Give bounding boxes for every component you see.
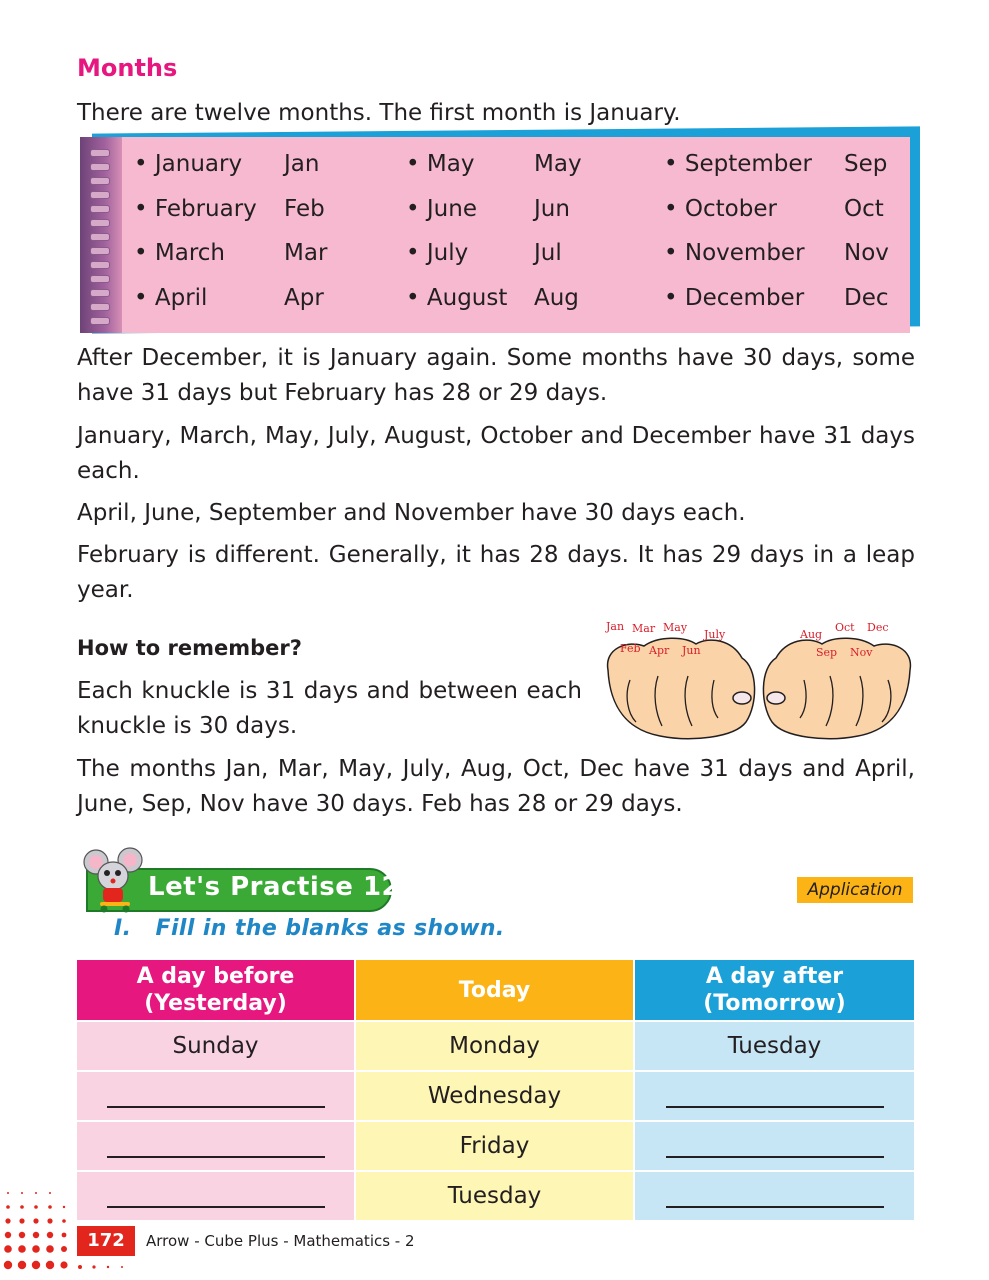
month-name: • January <box>134 151 243 177</box>
remember-heading: How to remember? <box>77 636 302 660</box>
application-tag: Application <box>797 877 913 903</box>
hand-label: Jun <box>682 644 701 657</box>
paragraph-2: January, March, May, July, August, October and December have 31 days each. <box>77 423 915 484</box>
hand-label: Aug <box>800 628 823 641</box>
month-abbr: Jan <box>284 151 320 177</box>
table-row <box>77 1120 914 1170</box>
hand-label: July <box>704 628 726 641</box>
paragraph-1: After December, it is January again. Some months have 30 days, some have 31 days but February has 28 or 29 days. <box>77 345 915 406</box>
cell-today: Monday <box>356 1020 635 1070</box>
table-header-row <box>77 960 914 1020</box>
month-name: • August <box>406 284 508 311</box>
blank-tomorrow[interactable] <box>635 1120 914 1170</box>
hand-label: Sep <box>816 646 838 659</box>
month-abbr: Sep <box>844 151 888 177</box>
table-row <box>77 1020 914 1070</box>
month-abbr: Mar <box>284 240 328 266</box>
cell-tomorrow: Tuesday <box>635 1020 914 1070</box>
month-abbr: Feb <box>284 195 325 222</box>
mouse-mascot-icon <box>78 846 148 918</box>
knuckles-illustration <box>600 618 918 744</box>
hand-label: Oct <box>835 621 855 634</box>
hand-label: Apr <box>649 644 670 657</box>
month-name: • June <box>406 195 477 222</box>
practise-title: Let's Practise 12.2 <box>148 872 430 902</box>
month-abbr: May <box>534 151 582 177</box>
month-name: • April <box>134 284 208 311</box>
month-abbr: Jun <box>534 195 570 222</box>
blank-yesterday[interactable] <box>77 1070 356 1120</box>
cell-today: Wednesday <box>356 1070 635 1120</box>
hand-label: Feb <box>620 642 641 655</box>
paragraph-5: Each knuckle is 31 days and between each knuckle is 30 days. <box>77 678 582 739</box>
intro-text: There are twelve months. The first month is January. <box>77 100 681 126</box>
page-number: 172 <box>77 1226 135 1256</box>
paragraph-3: April, June, September and November have 30 days each. <box>77 500 746 526</box>
header-yesterday: A day before (Yesterday) <box>77 960 356 1020</box>
month-abbr: Nov <box>844 240 889 266</box>
month-abbr: Jul <box>534 240 562 266</box>
header-today: Today <box>356 960 635 1020</box>
instruction: I. Fill in the blanks as shown. <box>114 916 505 941</box>
month-name: • February <box>134 195 257 222</box>
hand-label: Mar <box>632 622 656 635</box>
month-abbr: Apr <box>284 284 324 311</box>
month-abbr: Oct <box>844 195 884 222</box>
month-name: • May <box>406 151 475 177</box>
blank-tomorrow[interactable] <box>635 1070 914 1120</box>
blank-yesterday[interactable] <box>77 1120 356 1170</box>
months-list <box>134 142 904 320</box>
hand-label: Nov <box>850 646 873 659</box>
month-name: • July <box>406 240 469 266</box>
section-heading: Months <box>77 54 178 82</box>
month-abbr: Aug <box>534 284 579 311</box>
blank-tomorrow[interactable] <box>635 1170 914 1220</box>
month-name: • October <box>664 195 777 222</box>
table-row <box>77 1070 914 1120</box>
month-name: • March <box>134 240 225 266</box>
hand-label: Dec <box>867 621 889 634</box>
month-name: • December <box>664 284 805 311</box>
cell-yesterday: Sunday <box>77 1020 356 1070</box>
month-name: • November <box>664 240 805 266</box>
month-name: • September <box>664 151 813 177</box>
month-abbr: Dec <box>844 284 889 311</box>
paragraph-6: The months Jan, Mar, May, July, Aug, Oct, Dec have 31 days and April, June, Sep, Nov have 30 days. Feb has 28 or 29 days. <box>77 756 915 817</box>
table-row <box>77 1170 914 1220</box>
days-table <box>77 960 914 1220</box>
cell-today: Friday <box>356 1120 635 1170</box>
hand-label: May <box>663 621 688 634</box>
header-tomorrow: A day after (Tomorrow) <box>635 960 914 1020</box>
book-title: Arrow - Cube Plus - Mathematics - 2 <box>146 1232 415 1250</box>
hand-label: Jan <box>606 620 625 633</box>
notebook-spine <box>80 137 122 333</box>
paragraph-4: February is different. Generally, it has 28 days. It has 29 days in a leap year. <box>77 542 915 603</box>
cell-today: Tuesday <box>356 1170 635 1220</box>
